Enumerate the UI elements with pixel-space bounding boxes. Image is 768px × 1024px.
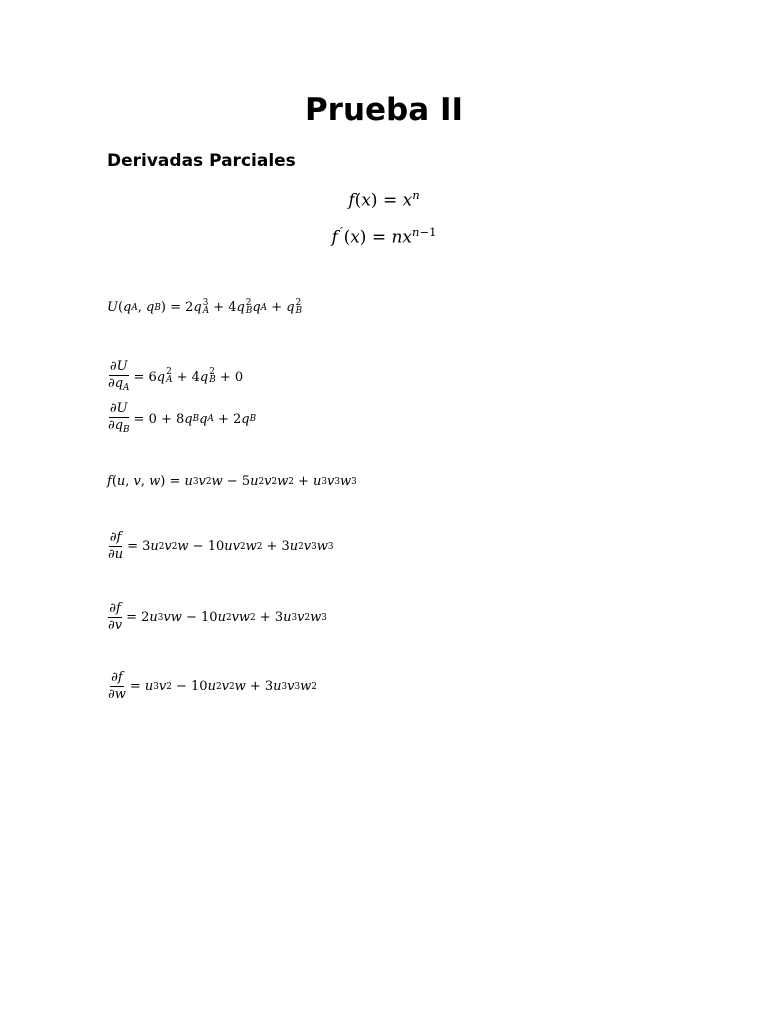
partial-f-u-equation: $\frac{\partial f}{\partial u}$ = 3 u 2 v 2 w − 10 uv 2 w 2 + 3 u 2 v 3 w 3 bbox=[108, 530, 334, 563]
power-rule-function: $f(x) = x^n$ bbox=[348, 188, 420, 211]
section-heading: Derivadas Parciales bbox=[107, 151, 296, 171]
partial-u-qa-equation: $\frac{\partial U}{\partial q_A}$ = 6 q 2 A + 4 q 2 B + 0 bbox=[108, 359, 244, 394]
utility-function-equation: U ( q A , q B ) = 2 q 3 A + 4 q 2 B q A + q 2 B bbox=[107, 298, 303, 316]
page-title: Prueba II bbox=[304, 92, 464, 128]
partial-u-qb-equation: $\frac{\partial U}{\partial q_B}$ = 0 + 8 q B q A + 2 q B bbox=[108, 401, 257, 436]
partial-f-v-equation: $\frac{\partial f}{\partial v}$ = 2 u 3 vw − 10 u 2 vw 2 + 3 u 3 v 2 w 3 bbox=[108, 601, 327, 634]
partial-f-w-equation: $\frac{\partial f}{\partial w}$ = u 3 v 2 − 10 u 2 v 2 w + 3 u 3 v 3 w 2 bbox=[108, 670, 317, 703]
f-uvw-equation: f ( u , v , w ) = u 3 v 2 w − 5 u 2 v 2 w 2 + u 3 v 3 w 3 bbox=[107, 474, 357, 489]
power-rule-derivative: $f^´(x) = nx^{n-1}$ bbox=[331, 225, 437, 248]
